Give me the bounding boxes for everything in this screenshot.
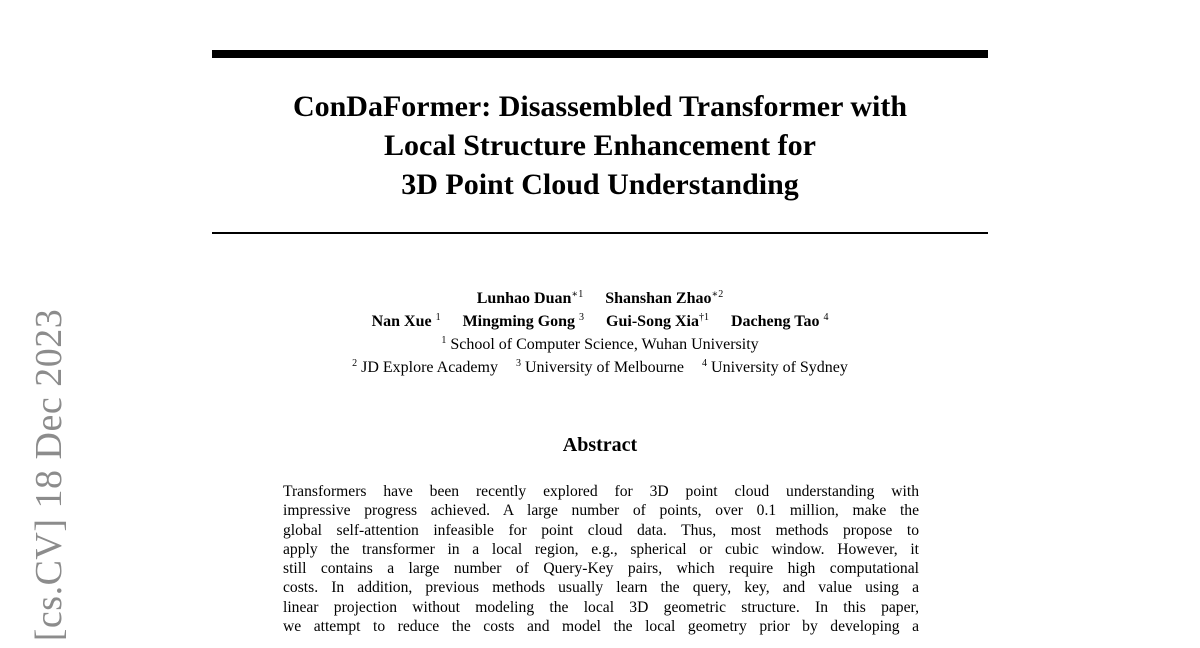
author-affiliation-mark: ∗1 — [571, 289, 584, 300]
affiliation-text: University of Melbourne — [524, 359, 685, 376]
author-block — [212, 287, 988, 379]
affiliation-row-1 — [212, 333, 988, 356]
title-line-3: 3D Point Cloud Understanding — [401, 168, 799, 201]
abstract-line: linear projection without modeling the local 3D geometric structure. In this paper, — [283, 598, 919, 616]
author-affiliation-mark: †1 — [698, 312, 709, 323]
abstract-line: costs. In addition, previous methods usually learn the query, key, and value using a — [283, 579, 919, 597]
author-row-2 — [212, 310, 988, 333]
abstract-line: Transformers have been recently explored for 3D point cloud understanding with — [283, 483, 919, 500]
arxiv-identifier-stamp: [cs.CV] 18 Dec 2023 — [28, 308, 70, 642]
title-top-rule — [212, 50, 988, 58]
abstract-body — [283, 482, 919, 636]
affiliation-text: School of Computer Science, Wuhan University — [450, 336, 759, 353]
author-affiliation-mark: 1 — [435, 312, 441, 323]
abstract-line: we attempt to reduce the costs and model the local geometry prior by developing a — [283, 618, 919, 636]
affiliation-text: University of Sydney — [711, 359, 848, 376]
affiliation-mark: 3 — [515, 358, 521, 369]
abstract-heading: Abstract — [562, 434, 638, 456]
author-affiliation-mark: ∗2 — [711, 289, 724, 300]
author-name: Gui-Song Xia — [606, 313, 699, 330]
affiliation-text: JD Explore Academy — [361, 359, 498, 376]
abstract-line: still contains a large number of Query-Key pairs, which require high computational — [283, 560, 919, 578]
author-name: Lunhao Duan — [476, 290, 572, 307]
abstract-line: apply the transformer in a local region, e.g., spherical or cubic window. However, it — [283, 540, 919, 558]
affiliation-mark: 4 — [702, 358, 708, 369]
author-name: Shanshan Zhao — [605, 290, 712, 307]
author-name: Mingming Gong — [462, 313, 576, 330]
author-row-1 — [212, 287, 988, 310]
abstract-line: global self-attention infeasible for point cloud data. Thus, most methods propose to — [283, 521, 919, 539]
author-name: Dacheng Tao — [730, 313, 820, 330]
title-bottom-rule — [212, 232, 988, 234]
author-affiliation-mark: 4 — [823, 312, 829, 323]
affiliation-mark: 1 — [441, 335, 447, 346]
paper-title — [212, 87, 988, 204]
affiliation-row-2 — [212, 356, 988, 379]
abstract-line: impressive progress achieved. A large number of points, over 0.1 million, make the — [283, 502, 919, 520]
affiliation-mark: 2 — [352, 358, 358, 369]
title-line-2: Local Structure Enhancement for — [384, 129, 816, 162]
author-name: Nan Xue — [371, 313, 432, 330]
title-line-1: ConDaFormer: Disassembled Transformer with — [292, 90, 908, 123]
author-affiliation-mark: 3 — [579, 312, 585, 323]
